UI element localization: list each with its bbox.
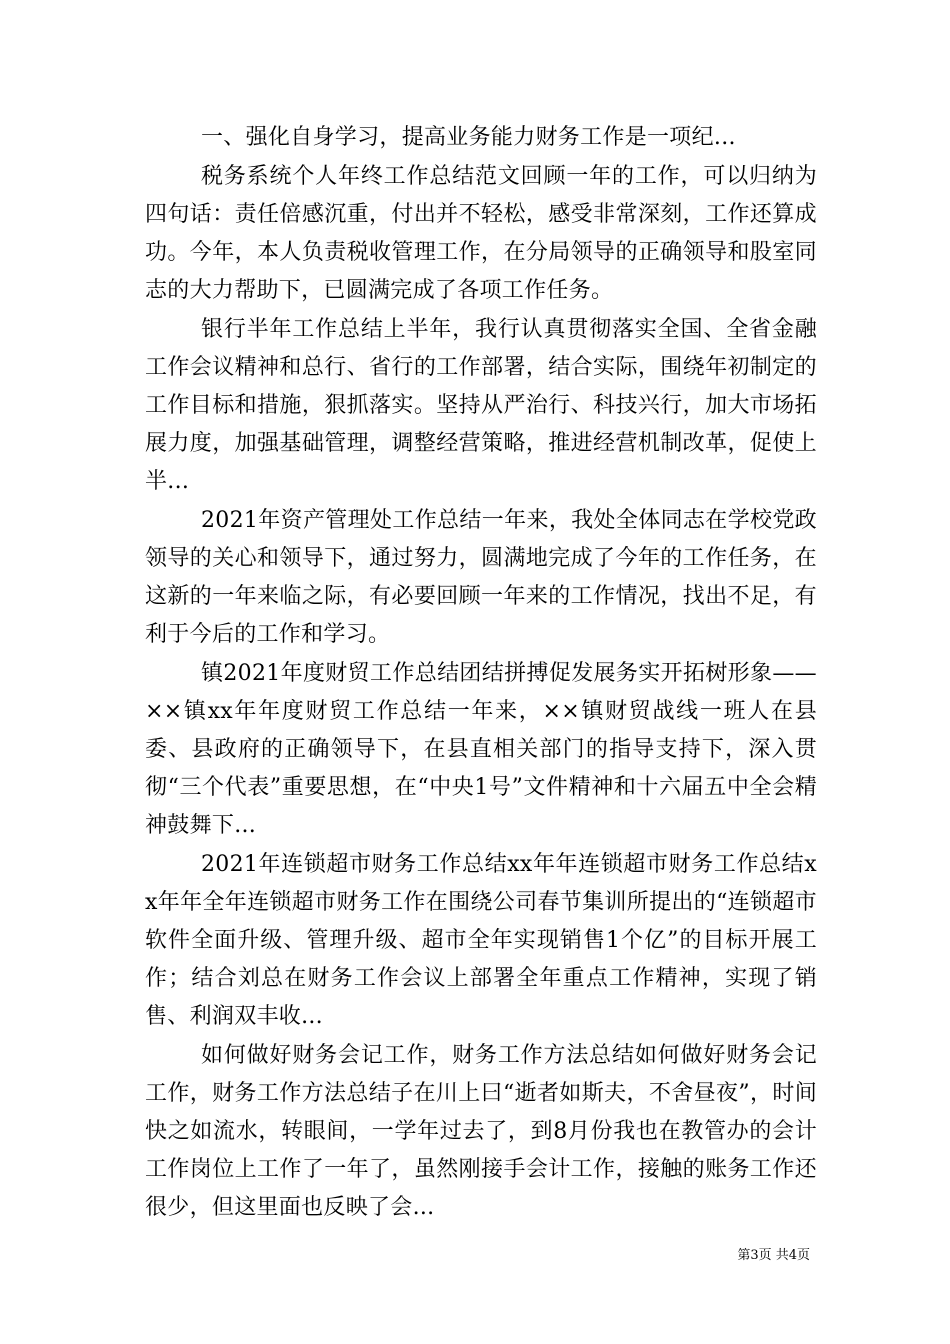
document-body (145, 119, 817, 1228)
paragraph-supermarket-finance: 2021年连锁超市财务工作总结xx年年连锁超市财务工作总结xx年年全年连锁超市财务工作在围绕公司春节集训所提出的“连锁超市软件全面升级、管理升级、超市全年实现销售1个亿”的目标开展工作；结合刘总在财务工作会议上部署全年重点工作精神，实现了销售、利润双丰收... (145, 852, 817, 1029)
paragraph-bank-summary: 银行半年工作总结上半年，我行认真贯彻落实全国、全省金融工作会议精神和总行、省行的工作部署，结合实际，围绕年初制定的工作目标和措施，狠抓落实。坚持从严治行、科技兴行，加大市场拓展力度，加强基础管理，调整经营策略，推进经营机制改革，促使上半... (145, 317, 817, 494)
paragraph-town-trade: 镇2021年度财贸工作总结团结拼搏促发展务实开拓树形象——××镇xx年年度财贸工作总结一年来，××镇财贸战线一班人在县委、县政府的正确领导下，在县直相关部门的指导支持下，深入贯彻“三个代表”重要思想，在“中央1号”文件精神和十六届五中全会精神鼓舞下... (145, 661, 817, 838)
paragraph-tax-summary: 税务系统个人年终工作总结范文回顾一年的工作，可以归纳为四句话：责任倍感沉重，付出并不轻松，感受非常深刻，工作还算成功。今年，本人负责税收管理工作，在分局领导的正确领导和股室同志的大力帮助下，已圆满完成了各项工作任务。 (145, 164, 817, 303)
paragraph-accounting-work: 如何做好财务会记工作，财务工作方法总结如何做好财务会记工作，财务工作方法总结子在川上曰“逝者如斯夫，不舍昼夜”，时间快之如流水，转眼间，一学年过去了，到8月份我也在教管办的会计工作岗位上工作了一年了，虽然刚接手会计工作，接触的账务工作还很少，但这里面也反映了会... (145, 1043, 817, 1220)
paragraph-asset-management: 2021年资产管理处工作总结一年来，我处全体同志在学校党政领导的关心和领导下，通过努力，圆满地完成了今年的工作任务，在这新的一年来临之际，有必要回顾一年来的工作情况，找出不足，有利于今后的工作和学习。 (145, 508, 817, 647)
paragraph-study: 一、强化自身学习，提高业务能力财务工作是一项纪... (201, 125, 736, 150)
page-number-footer: 第3页 共4页 (737, 1248, 810, 1263)
